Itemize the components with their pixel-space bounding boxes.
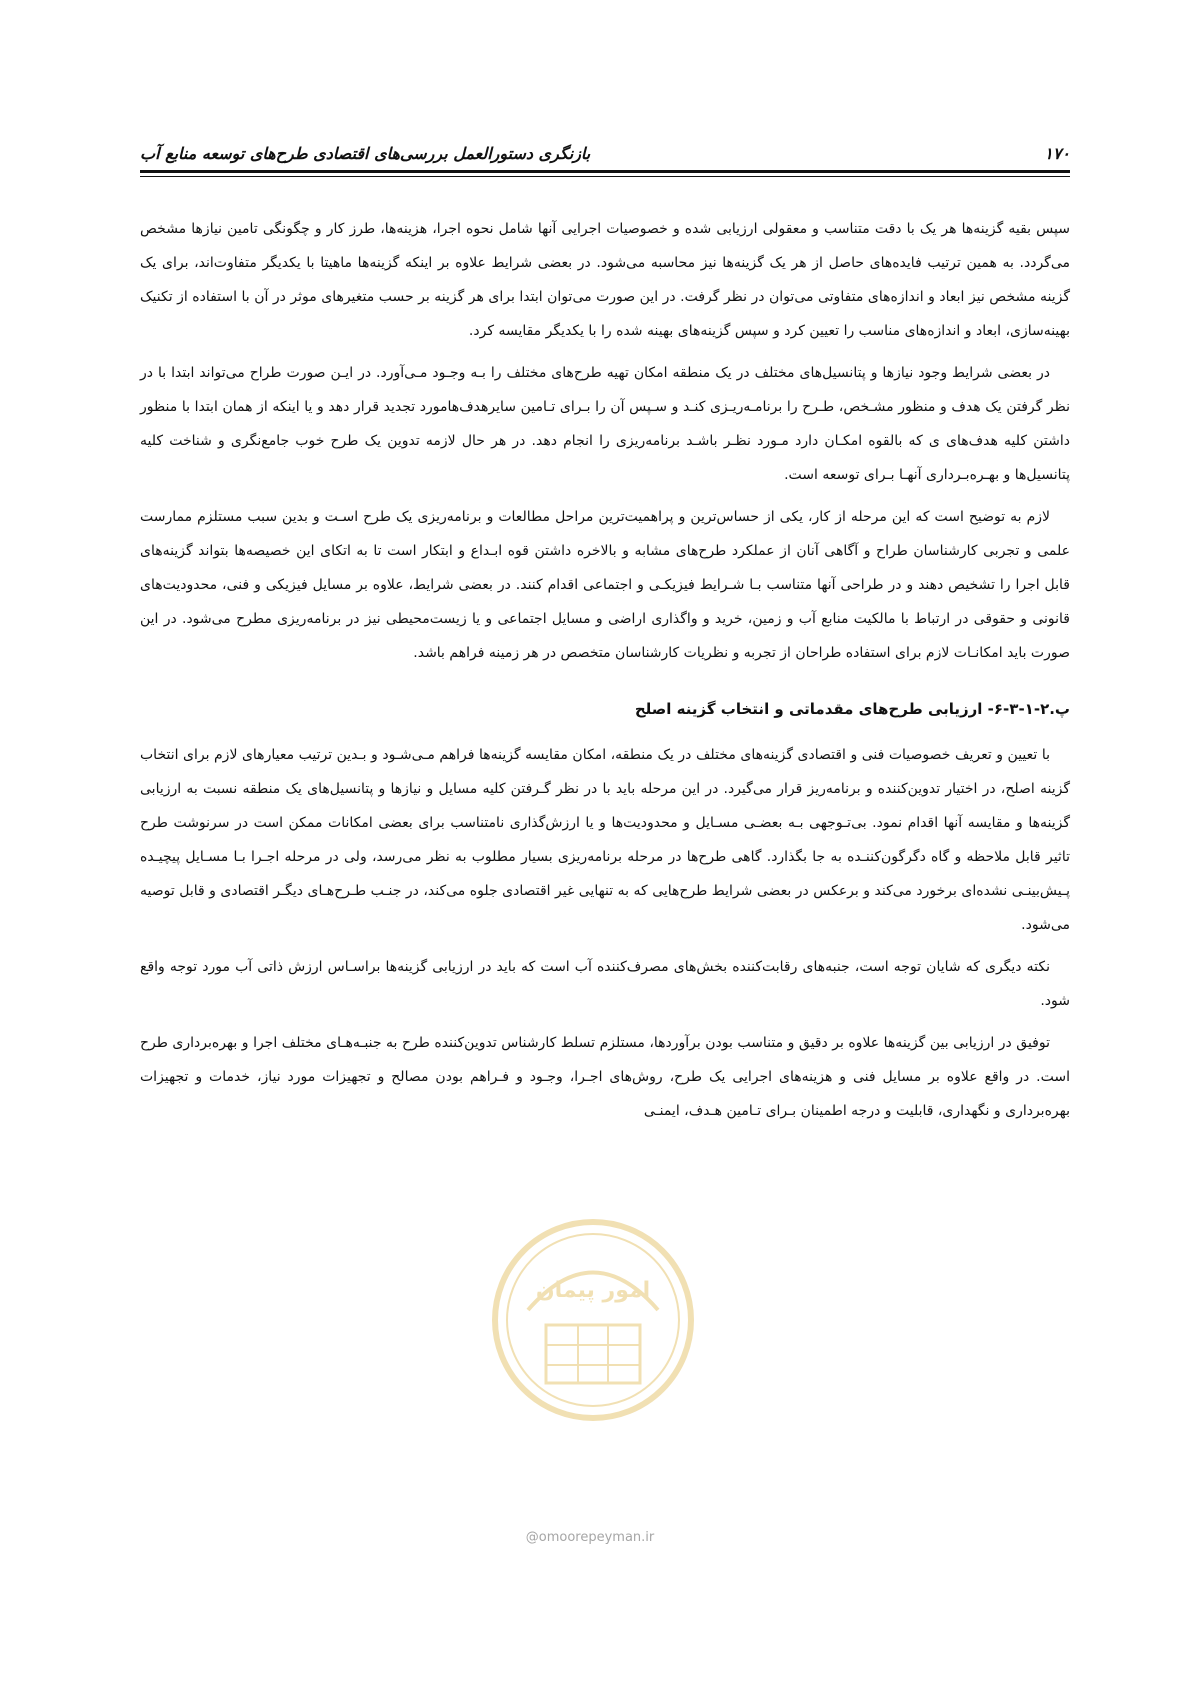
paragraph-expertise-requirement: لازم به توضیح است که این مرحله از کار، یکی از حساس‌ترین و پراهمیت‌ترین مراحل مطالعات و برنامه‌ریزی یک طرح اسـت و بدین سبب مستلزم ممارست علمی و تجربی کارشناسان طراح و آگاهی آنان از عملکرد طرح‌های مشابه و بالاخره داشتن قوه ابـداع و ابتکار است تا به اتکای این خصیصه‌ها بتواند گزینه‌های قابل اجرا را تشخیص دهند و در طراحی آنها متناسب بـا شـرایط فیزیکـی و اجتماعی اقدام کنند. در بعضی شرایط، علاوه بر مسایل فیزیکی و فنی، محدودیت‌های قانونی و حقوقی در ارتباط با مالکیت منابع آب و زمین، خرید و واگذاری اراضی و مسایل اجتماعی و یا زیست‌محیطی نیز در برنامه‌ریزی مطرح می‌شود. در این صورت باید امکانـات لازم برای استفاده طراحان از تجربه و نظریات کارشناسان متخصص در هر زمینه فراهم باشد. (140, 509, 1070, 661)
paragraph-multiple-objectives: در بعضی شرایط وجود نیازها و پتانسیل‌های مختلف در یک منطقه امکان تهیه طرح‌های مختلف را بـه وجـود مـی‌آورد. در ایـن صورت طراح می‌تواند ابتدا با در نظر گرفتن یک هدف و منظور مشـخص، طـرح را برنامـه‌ریـزی کنـد و سـپس آن را بـرای تـامین سایرهدف‌هامورد تجدید قرار دهد و یا اینکه از همان ابتدا با منظور داشتن کلیه هدف‌های ی که بالقوه امکـان دارد مـورد نظـر باشـد برنامه‌ریزی را انجام دهد. در هر حال لازمه تدوین یک طرح خوب جامع‌نگری و شناخت کلیه پتانسیل‌ها و بهـره‌بـرداری آنهـا بـرای توسعه است. (140, 365, 1070, 483)
header-rule-thin (140, 176, 1070, 177)
page-number: ۱۷۰ (1044, 144, 1070, 163)
section-heading: پ.۲-۱-۳-۶- ارزیابی طرح‌های مقدماتی و انتخاب گزینه اصلح (634, 700, 1070, 718)
running-header-title: بازنگری دستورالعمل بررسی‌های اقتصادی طرح‌های توسعه منابع آب (140, 144, 591, 163)
header-rule-thick (140, 170, 1070, 173)
watermark-url: @omoorepeyman.ir (525, 1530, 655, 1545)
paragraph-comparison-of-options: با تعیین و تعریف خصوصیات فنی و اقتصادی گزینه‌های مختلف در یک منطقه، امکان مقایسه گزینه‌ها فراهم مـی‌شـود و بـدین ترتیب معیارهای لازم برای انتخاب گزینه اصلح، در اختیار تدوین‌کننده و برنامه‌ریز قرار می‌گیرد. در این مرحله باید با در نظر گـرفتن کلیه مسایل و نیازها و پتانسیل‌های یک منطقه نسبت به ارزیابی گزینه‌ها و مقایسه آنها اقدام نمود. بی‌تـوجهی بـه بعضـی مسـایل و محدودیت‌ها و یا ارزش‌گذاری نامتناسب برای بعضی امکانات ممکن است در سرنوشت طرح تاثیر قابل ملاحظه و گاه دگرگون‌کننـده به جا بگذارد. گاهی طرح‌ها در مرحله برنامه‌ریزی بسیار مطلوب به نظر می‌رسد، ولی در مرحله اجـرا بـا مسـایل پیچیـده پـیش‌بینـی نشده‌ای برخورد می‌کند و برعکس در بعضی شرایط طرح‌هایی که به تنهایی غیر اقتصادی جلوه می‌کند، در جنـب طـرح‌هـای دیگـر اقتصادی و قابل توصیه می‌شود. (140, 747, 1070, 933)
watermark-seal-logo (488, 1215, 698, 1425)
body-content (140, 212, 1070, 1128)
paragraph-evaluation-success: توفیق در ارزیابی بین گزینه‌ها علاوه بر دقیق و متناسب بودن برآوردها، مستلزم تسلط کارشناس تدوین‌کننده طرح به جنبـه‌هـای مختلف اجرا و بهره‌برداری طرح است. در واقع علاوه بر مسایل فنی و هزینه‌های اجرایی یک طرح، روش‌های اجـرا، وجـود و فـراهم بودن مصالح و تجهیزات مورد نیاز، خدمات و تجهیزات بهره‌برداری و نگهداری، قابلیت و درجه اطمینان بـرای تـامین هـدف، ایمنـی (140, 1035, 1070, 1119)
svg-text:امور پیمان: امور پیمان (535, 1278, 651, 1303)
paragraph-alternatives-evaluation: سپس بقیه گزینه‌ها هر یک با دقت متناسب و معقولی ارزیابی شده و خصوصیات اجرایی آنها شامل نحوه اجرا، هزینه‌ها، طرز کار و چگونگی تامین نیازها مشخص می‌گردد. به همین ترتیب فایده‌های حاصل از هر یک گزینه‌ها نیز محاسبه می‌شود. در بعضی شرایط علاوه بر اینکه گزینه‌ها ماهیتا با یکدیگر متفاوت‌اند، برای یک گزینه مشخص نیز ابعاد و اندازه‌های متفاوتی می‌توان در نظر گرفت. در این صورت می‌توان ابتدا برای هر گزینه بر حسب متغیرهای موثر در آن با استفاده از تکنیک بهینه‌سازی، ابعاد و اندازه‌های مناسب را تعیین کرد و سپس گزینه‌های بهینه شده را با یکدیگر مقایسه کرد. (140, 221, 1070, 339)
running-header (140, 128, 1070, 166)
paragraph-competing-sectors: نکته دیگری که شایان توجه است، جنبه‌های رقابت‌کننده بخش‌های مصرف‌کننده آب است که باید در ارزیابی گزینه‌ها براسـاس ارزش ذاتی آب مورد توجه واقع شود. (140, 959, 1070, 1009)
